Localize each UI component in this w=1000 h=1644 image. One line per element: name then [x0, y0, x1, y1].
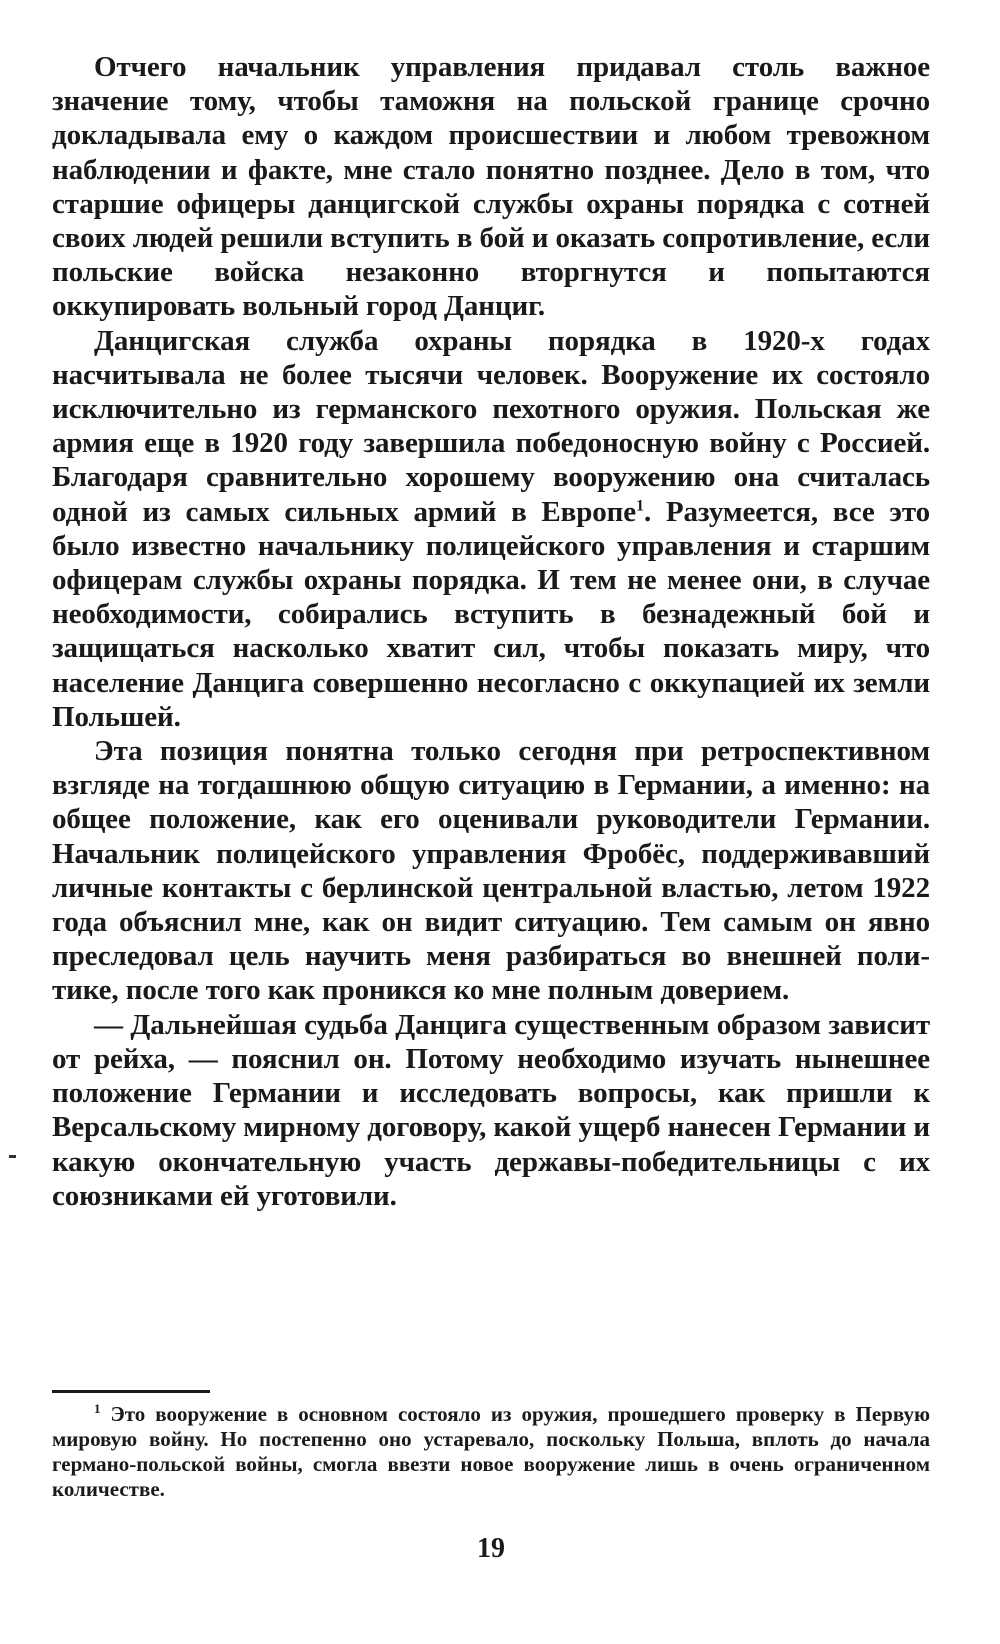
- footnote-marker: 1: [94, 1401, 101, 1416]
- paragraph-1: Отчего начальник управления придавал столь важное значение тому, чтобы таможня на польской границе срочно докладывала ему о каждом происшествии и любом тревожном наблюдении и факте, мне стало понятно позднее. Дело в том, что старшие офицеры данцигской службы охраны порядка с сотней своих людей решили вступить в бой и оказать сопротивление, если польские войска незаконно вторгнутся и попытаются оккупировать вольный город Данциг.: [52, 51, 930, 323]
- book-page: [52, 50, 930, 1610]
- paragraph-2-text: Данцигская служба охраны порядка в 1920-х годах насчитывала не более тысячи человек. Вооружение их состояло исключительно из германского пехотного оружия. Польская же армия еще в 1920 году завершила победоносную войну с Россией. Благодаря сравнительно хорошему вооружению она считалась одной из самых сильных армий в Европе: [52, 324, 930, 528]
- paragraph-2: Данцигская служба охраны порядка в 1920-х годах насчитывала не более тысячи человек. Вооружение их состояло исключительно из германского пехотного оружия. Польская же армия еще в 1920 году завершила победоносную войну с Россией. Благодаря сравнительно хорошему вооружению она считалась одной из самых сильных армий в Европе$^1$. Разумеется, все это было известно начальнику полицейского управления и старшим офицерам службы охраны порядка. И тем не менее они, в случае необходимости, собирались вступить в безнадежный бой и защищаться насколько хватит сил, чтобы показать миру, что население Данцига совершенно несогласно с оккупацией их земли Польшей.: [52, 324, 930, 733]
- paragraph-3: Эта позиция понятна только сегодня при ретроспективном взгляде на тогдашнюю общую ситуацию в Германии, а именно: на общее положение, как его оценивали руководители Германии. Начальник полицейского управления Фробёс, поддерживавший личные контакты с берлинской центральной властью, летом 1922 года объяснил мне, как он видит ситуацию. Тем самым он явно преследовал цель научить меня разбираться во внешней политике, после того как проникся ко мне полным доверием.: [52, 735, 930, 1007]
- main-text: [52, 50, 930, 1213]
- paragraph-2-continuation: Разумеется, все это было известно начальнику полицейского управления и старшим офицерам службы охраны порядка. И тем не менее они, в случае необходимости, собирались вступить в безнадежный бой и защищаться насколько хватит сил, чтобы показать миру, что население Данцига совершенно несогласно с оккупацией их земли Польшей.: [52, 495, 930, 733]
- footnote-text: Это вооружение в основном состояло из оружия, прошедшего проверку в Первую мировую войну. Но постепенно оно устаревало, поскольку Польша, вплоть до начала германо-польской войны, смогла ввезти новое вооружение лишь в очень ограниченном количестве.: [52, 1402, 930, 1501]
- footnote-separator: [52, 1390, 210, 1393]
- paragraph-4: — Дальнейшая судьба Данцига существенным образом зависит от рейха, — пояснил он. Потому необходимо изучать нынешнее положение Германии и исследовать вопросы, как пришли к Версальскому мирному договору, какой ущерб нанесен Германии и какую окончательную участь державы-победительницы с их союзниками ей уготовили.: [52, 1008, 930, 1212]
- footnote-paragraph: [52, 1402, 930, 1502]
- scan-mark: [9, 1155, 16, 1158]
- footnote-reference: 1: [636, 496, 644, 514]
- page-number: 19: [477, 1533, 505, 1564]
- footnote: [52, 1402, 930, 1502]
